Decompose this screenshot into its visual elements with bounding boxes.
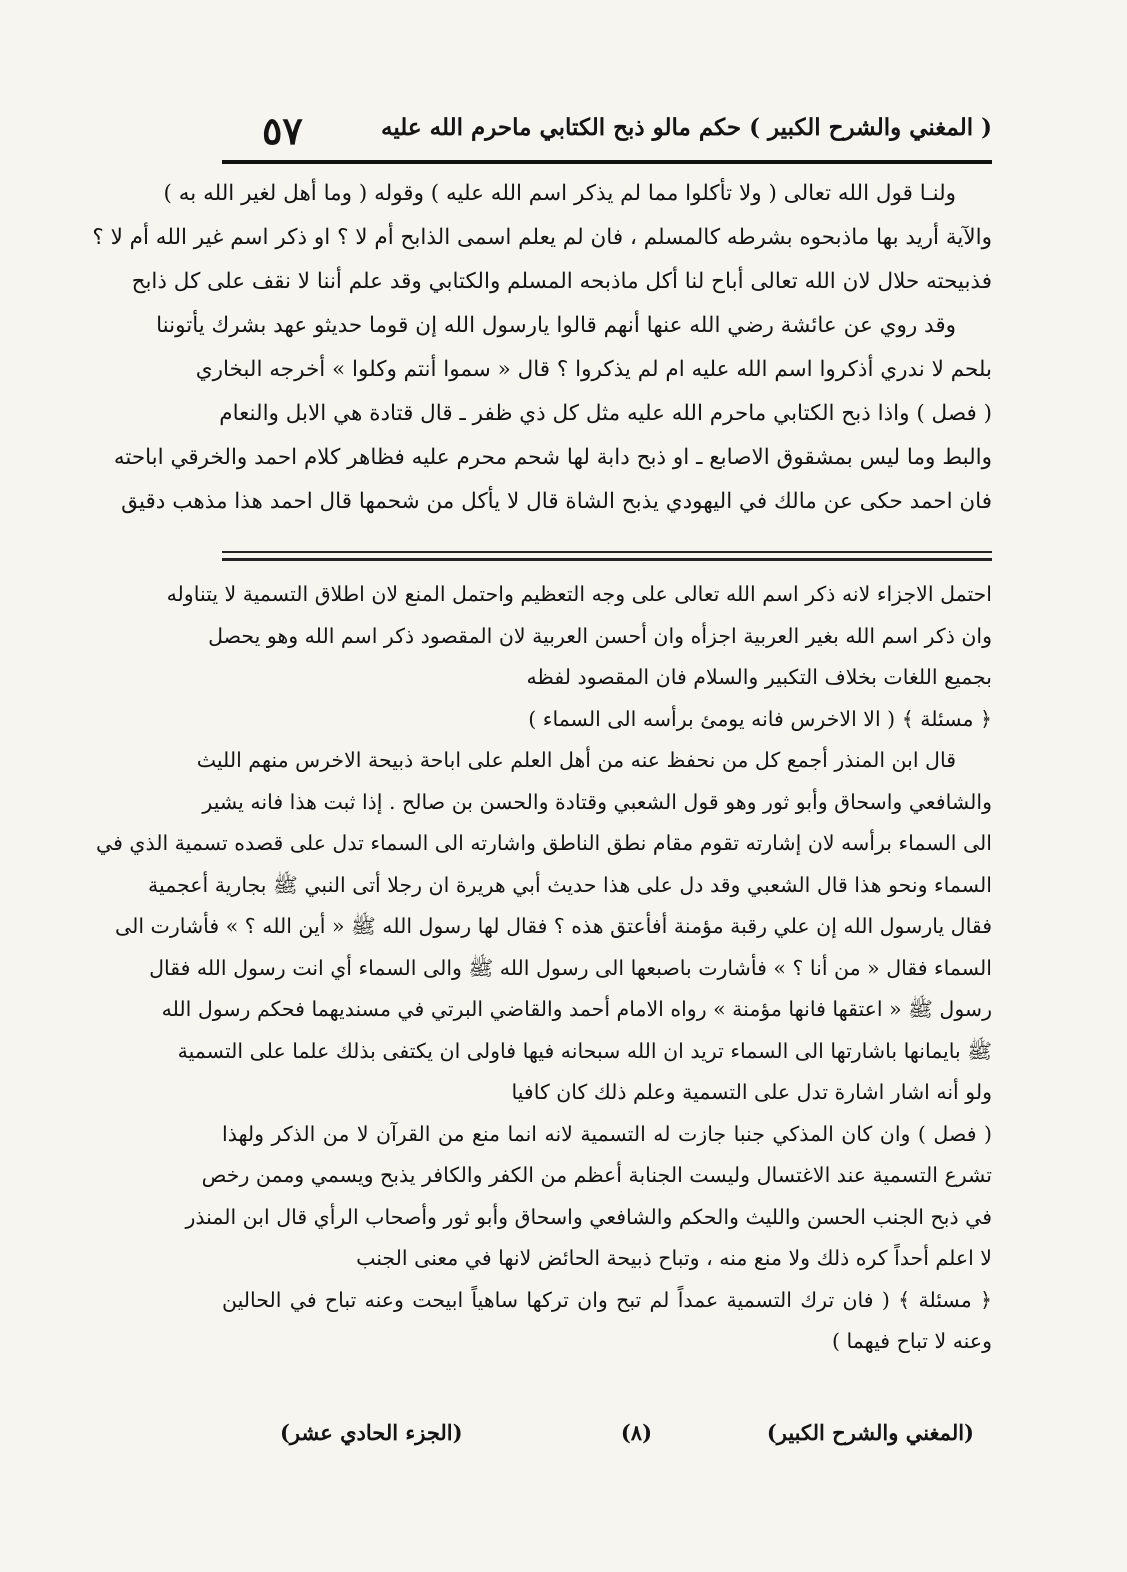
commentary-line: الى السماء برأسه لان إشارته تقوم مقام نطق الناطق واشارته الى السماء تدل على قصده تسمية الذي في xyxy=(96,831,992,855)
commentary-line: رسول ﷺ « اعتقها فانها مؤمنة » رواه الامام أحمد والقاضي البرتي في مسنديهما فحكم رسول الله xyxy=(161,997,992,1021)
main-line: وقد روي عن عائشة رضي الله عنها أنهم قالوا يارسول الله إن قوما حديثو عهد بشرك يأتوننا xyxy=(156,313,956,338)
commentary-line: تشرع التسمية عند الاغتسال وليست الجنابة أعظم من الكفر والكافر يذبح ويسمي وممن رخص xyxy=(201,1163,992,1187)
commentary-line: ( فصل ) وان كان المذكي جنبا جازت له التسمية لانه انما منع من القرآن لا من الذكر ولهذا xyxy=(222,1121,992,1146)
page-footer xyxy=(222,1414,992,1458)
footer-book-title: (المغني والشرح الكبير) xyxy=(766,1420,974,1445)
commentary-line: قال ابن المنذر أجمع كل من نحفظ عنه من أهل العلم على اباحة ذبيحة الاخرس منهم الليث xyxy=(196,748,956,772)
page-number: ٥٧ xyxy=(262,108,303,153)
header-rule xyxy=(222,160,992,164)
commentary-line: ولو أنه اشار اشارة تدل على التسمية وعلم ذلك كان كافيا xyxy=(511,1080,992,1104)
main-line: ولنـا قول الله تعالى ( ولا تأكلوا مما لم يذكر اسم الله عليه ) وقوله ( وما أهل لغير الله به ) xyxy=(163,181,956,206)
running-header xyxy=(222,108,992,160)
main-text-block xyxy=(92,172,992,524)
footer-signature: (٨) xyxy=(620,1420,652,1445)
commentary-line: وعنه لا تباح فيهما ) xyxy=(832,1329,992,1353)
main-line: فان احمد حكى عن مالك في اليهودي يذبح الشاة قال لا يأكل من شحمها قال احمد هذا مذهب دقيق xyxy=(121,489,992,514)
main-line: بلحم لا ندري أذكروا اسم الله عليه ام لم يذكروا ؟ قال « سموا أنتم وكلوا » أخرجه البخاري xyxy=(195,357,992,382)
commentary-line: لا اعلم أحداً كره ذلك ولا منع منه ، وتباح ذبيحة الحائض لانها في معنى الجنب xyxy=(356,1246,992,1270)
section-divider xyxy=(222,558,992,561)
footer-volume: (الجزء الحادي عشر) xyxy=(280,1420,463,1445)
book-page xyxy=(92,0,992,1572)
commentary-line: فقال يارسول الله إن علي رقبة مؤمنة أفأعتق هذه ؟ فقال لها رسول الله ﷺ « أين الله ؟ » فأشارت الى xyxy=(115,914,992,938)
commentary-line: السماء ونحو هذا قال الشعبي وقد دل على هذا حديث أبي هريرة ان رجلا أتى النبي ﷺ بجارية أعجمية xyxy=(148,872,992,897)
header-title: ( المغني والشرح الكبير ) حكم مالو ذبح الكتابي ماحرم الله عليه xyxy=(381,114,992,141)
masala-heading: ﴿ مسئلة ﴾ ( فان ترك التسمية عمداً لم تبح وان تركها ساهياً ابيحت وعنه تباح في الحالين xyxy=(222,1287,992,1312)
commentary-line: والشافعي واسحاق وأبو ثور وهو قول الشعبي وقتادة والحسن بن صالح . إذا ثبت هذا فانه يشير xyxy=(202,789,992,814)
commentary-line: ﷺ بايمانها باشارتها الى السماء تريد ان الله سبحانه فيها فاولى ان يكتفى بذلك علما على التسمية xyxy=(177,1038,992,1063)
main-line: والبط وما ليس بمشقوق الاصابع ـ او ذبح دابة لها شحم محرم عليه فظاهر كلام احمد والخرقي اباحته xyxy=(113,445,992,470)
section-divider xyxy=(222,551,992,553)
commentary-line: في ذبح الجنب الحسن والليث والحكم والشافعي واسحاق وأبو ثور وأصحاب الرأي قال ابن المنذر xyxy=(185,1204,992,1229)
commentary-line: السماء فقال « من أنا ؟ » فأشارت باصبعها الى رسول الله ﷺ والى السماء أي انت رسول الله فقال xyxy=(149,955,992,980)
main-line: فذبيحته حلال لان الله تعالى أباح لنا أكل ماذبحه المسلم والكتابي وقد علم أننا لا نقف على كل ذابح xyxy=(131,269,992,294)
main-line: ( فصل ) واذا ذبح الكتابي ماحرم الله عليه مثل كل ذي ظفر ـ قال قتادة هي الابل والنعام xyxy=(219,401,992,426)
commentary-block xyxy=(96,574,992,1363)
commentary-line: وان ذكر اسم الله بغير العربية اجزأه وان أحسن العربية لان المقصود ذكر اسم الله وهو يحصل xyxy=(208,623,992,648)
main-line: والآية أريد بها ماذبحوه بشرطه كالمسلم ، فان لم يعلم اسمى الذابح أم لا ؟ او ذكر اسم غير الله أم لا ؟ xyxy=(92,225,992,250)
commentary-line: احتمل الاجزاء لانه ذكر اسم الله تعالى على وجه التعظيم واحتمل المنع لان اطلاق التسمية لا يتناوله xyxy=(166,582,992,606)
masala-heading: ﴿ مسئلة ﴾ ( الا الاخرس فانه يومئ برأسه الى السماء ) xyxy=(528,706,992,731)
commentary-line: بجميع اللغات بخلاف التكبير والسلام فان المقصود لفظه xyxy=(526,665,992,689)
